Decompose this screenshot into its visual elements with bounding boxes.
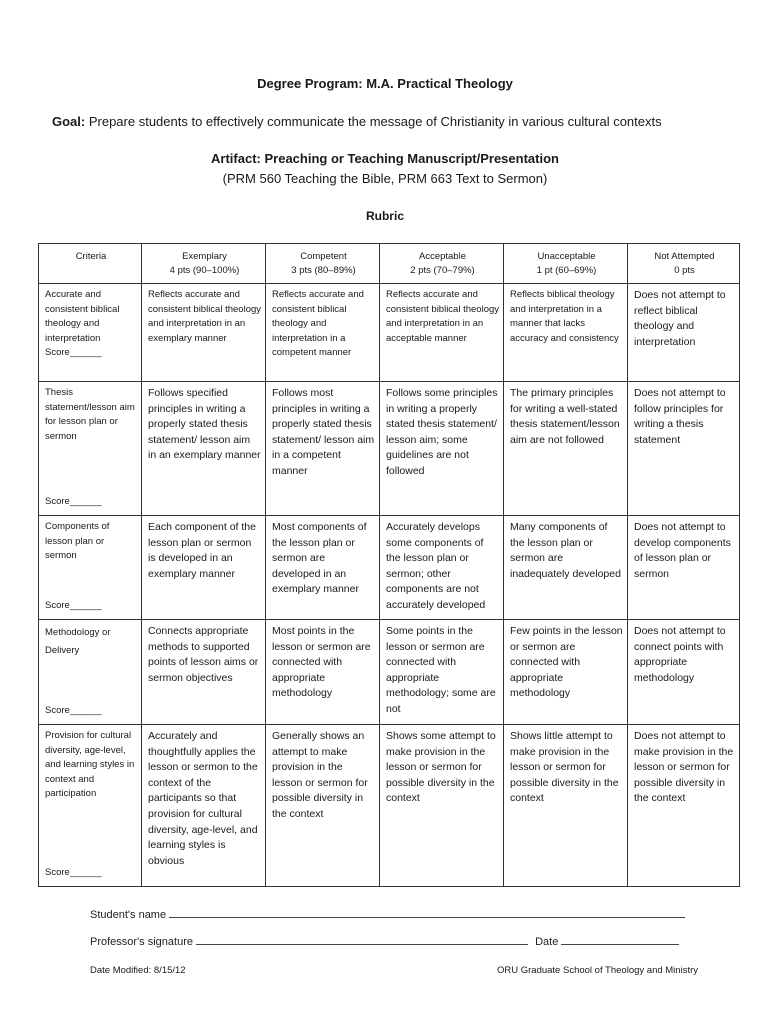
- date-field[interactable]: [561, 934, 679, 945]
- rubric-cell: The primary principles for writing a well-stated thesis statement/lesson aim are not followed: [504, 382, 628, 516]
- rubric-cell: Follows some principles in writing a properly stated thesis statement/ lesson aim; some guidelines are not followed: [380, 382, 504, 516]
- score-field[interactable]: Score______: [45, 704, 102, 716]
- criterion-cell: Accurate and consistent biblical theology and interpretation Score______: [39, 284, 142, 382]
- column-header-criteria: Criteria: [39, 244, 142, 284]
- rubric-cell: Generally shows an attempt to make provision in the lesson or sermon for possible diversity in the context: [266, 725, 380, 887]
- score-field[interactable]: Score______: [45, 347, 102, 358]
- professor-signature-field[interactable]: [196, 934, 528, 945]
- rubric-cell: Some points in the lesson or sermon are connected with appropriate methodology; some are not: [380, 620, 504, 725]
- rubric-cell: Reflects accurate and consistent biblical theology and interpretation in an acceptable manner: [380, 284, 504, 382]
- course-list: (PRM 560 Teaching the Bible, PRM 663 Text to Sermon): [222, 171, 548, 186]
- rubric-cell: Does not attempt to follow principles for writing a thesis statement: [628, 382, 740, 516]
- rubric-cell: Shows some attempt to make provision in the lesson or sermon for possible diversity in the context: [380, 725, 504, 887]
- rubric-cell: Reflects biblical theology and interpretation in a manner that lacks accuracy and consistency: [504, 284, 628, 382]
- rubric-cell: Connects appropriate methods to supported points of lesson aims or sermon objectives: [142, 620, 266, 725]
- score-field[interactable]: Score______: [45, 599, 102, 611]
- goal-statement: [52, 114, 752, 129]
- criterion-cell: Thesis statement/lesson aim for lesson plan or sermon Score______: [39, 382, 142, 516]
- rubric-cell: Does not attempt to develop components of lesson plan or sermon: [628, 516, 740, 620]
- column-header-exemplary: Exemplary 4 pts (90–100%): [142, 244, 266, 284]
- criterion-cell: Methodology or Delivery Score______: [39, 620, 142, 725]
- date-modified: Date Modified: 8/15/12: [90, 965, 186, 976]
- goal-label: Goal:: [52, 114, 86, 129]
- header-row: [39, 244, 740, 284]
- rubric-cell: Many components of the lesson plan or sermon are inadequately developed: [504, 516, 628, 620]
- rubric-heading: Rubric: [365, 209, 404, 223]
- artifact-heading: Artifact: Preaching or Teaching Manuscript/Presentation: [211, 151, 559, 166]
- institution-name: ORU Graduate School of Theology and Ministry: [496, 965, 698, 976]
- page-title: Degree Program: M.A. Practical Theology: [257, 76, 513, 91]
- column-header-unacceptable: Unacceptable 1 pt (60–69%): [504, 244, 628, 284]
- professor-signature-line: [90, 934, 679, 948]
- student-name-label: Student's name: [90, 909, 167, 921]
- table-row: [39, 382, 740, 516]
- table-row: [39, 725, 740, 887]
- table-row: [39, 284, 740, 382]
- column-header-acceptable: Acceptable 2 pts (70–79%): [380, 244, 504, 284]
- score-field[interactable]: Score______: [45, 495, 102, 507]
- criterion-cell: Provision for cultural diversity, age-level, and learning styles in context and participation Score______: [39, 725, 142, 887]
- table-row: [39, 516, 740, 620]
- rubric-cell: Accurately and thoughtfully applies the lesson or sermon to the context of the participants so that provision for cultural diversity, age-level, and learning styles is obvious: [142, 725, 266, 887]
- rubric-cell: Most components of the lesson plan or sermon are developed in an exemplary manner: [266, 516, 380, 620]
- date-label: Date: [535, 936, 559, 948]
- rubric-cell: Shows little attempt to make provision in the lesson or sermon for possible diversity in the context: [504, 725, 628, 887]
- column-header-competent: Competent 3 pts (80–89%): [266, 244, 380, 284]
- rubric-cell: Follows specified principles in writing a properly stated thesis statement/ lesson aim in an exemplary manner: [142, 382, 266, 516]
- score-field[interactable]: Score______: [45, 866, 102, 878]
- table-row: [39, 620, 740, 725]
- rubric-table: [38, 243, 740, 887]
- rubric-cell: Does not attempt to make provision in the lesson or sermon for possible diversity in the context: [628, 725, 740, 887]
- professor-signature-label: Professor's signature: [90, 936, 193, 948]
- rubric-cell: Does not attempt to connect points with appropriate methodology: [628, 620, 740, 725]
- rubric-cell: Most points in the lesson or sermon are connected with appropriate methodology: [266, 620, 380, 725]
- student-name-line: [90, 907, 685, 921]
- student-name-field[interactable]: [169, 907, 685, 918]
- rubric-cell: Reflects accurate and consistent biblical theology and interpretation in a competent manner: [266, 284, 380, 382]
- rubric-cell: Follows most principles in writing a properly stated thesis statement/ lesson aim in a competent manner: [266, 382, 380, 516]
- rubric-cell: Each component of the lesson plan or sermon is developed in an exemplary manner: [142, 516, 266, 620]
- rubric-cell: Does not attempt to reflect biblical theology and interpretation: [628, 284, 740, 382]
- rubric-cell: Accurately develops some components of the lesson plan or sermon; other components are not accurately developed: [380, 516, 504, 620]
- rubric-cell: Few points in the lesson or sermon are connected with appropriate methodology: [504, 620, 628, 725]
- criterion-cell: Components of lesson plan or sermon Score______: [39, 516, 142, 620]
- column-header-not-attempted: Not Attempted 0 pts: [628, 244, 740, 284]
- rubric-cell: Reflects accurate and consistent biblical theology and interpretation in an exemplary manner: [142, 284, 266, 382]
- goal-text: Prepare students to effectively communicate the message of Christianity in various cultural contexts: [85, 114, 662, 129]
